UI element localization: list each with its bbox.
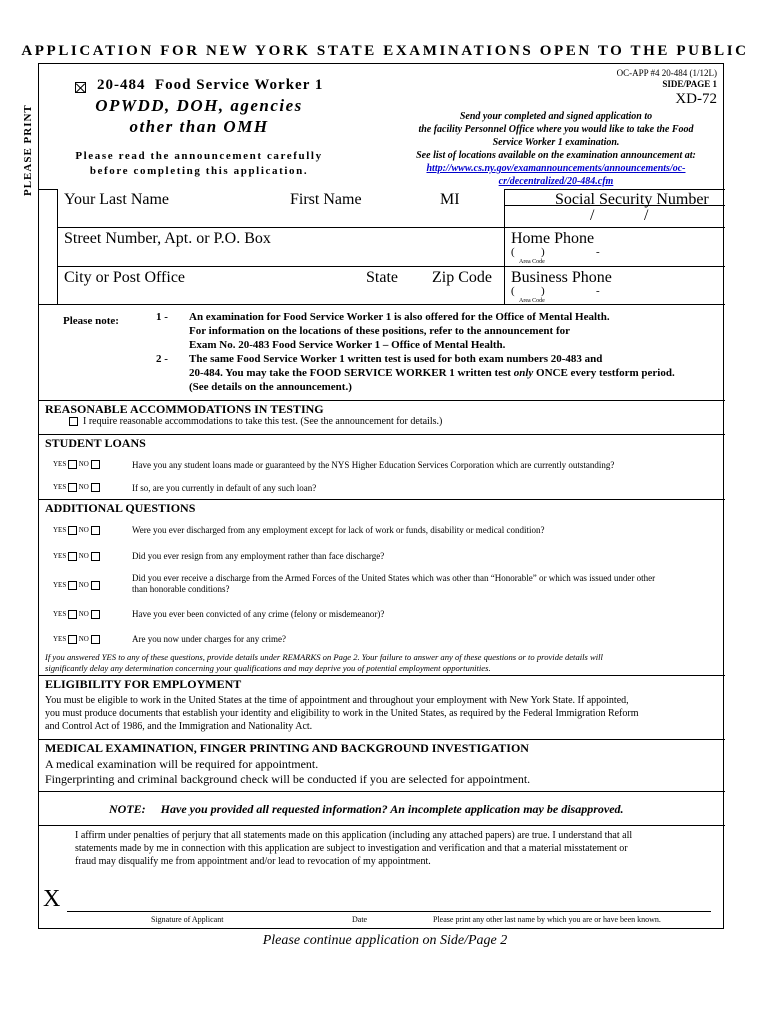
- note-2-line-2: 20-484. You may take the FOOD SERVICE WORKER 1 written test only ONCE every testform period.: [189, 367, 675, 379]
- home-phone-dash: -: [596, 246, 600, 258]
- add-q4-yn: YES NO: [53, 610, 100, 619]
- home-phone-paren-close: ): [541, 246, 545, 258]
- medical-heading: MEDICAL EXAMINATION, FINGER PRINTING AND BACKGROUND INVESTIGATION: [45, 741, 529, 755]
- please-note-label: Please note:: [63, 315, 119, 327]
- add-q1-no[interactable]: [91, 526, 100, 535]
- business-phone-label: Business Phone: [511, 269, 612, 286]
- first-name-label: First Name: [290, 191, 362, 208]
- ssn-sep-2: /: [644, 207, 649, 224]
- loan-q1-no[interactable]: [91, 460, 100, 469]
- student-loans-heading: STUDENT LOANS: [45, 436, 146, 450]
- mi-label: MI: [440, 191, 460, 208]
- exam-title: Food Service Worker 1: [155, 77, 324, 93]
- send-line-1: Send your completed and signed application to: [459, 111, 653, 122]
- home-phone-paren-open: (: [511, 246, 515, 258]
- note-2-line-3: (See details on the announcement.): [189, 381, 352, 393]
- instruction-1: Please read the announcement carefully: [75, 150, 323, 162]
- note-1-number: 1 -: [156, 311, 168, 323]
- add-q3: Did you ever receive a discharge from the Armed Forces of the United States which was other than “Honorable” or which was issued under other than honorable conditions?: [132, 573, 656, 594]
- street-label: Street Number, Apt. or P.O. Box: [64, 230, 271, 247]
- note-text: Have you provided all requested information? An incomplete application may be disapproved.: [160, 802, 624, 816]
- loan-q2-yes[interactable]: [68, 483, 77, 492]
- exam-subtitle-2: other than OMH: [129, 117, 269, 136]
- eligibility-heading: ELIGIBILITY FOR EMPLOYMENT: [45, 677, 242, 691]
- accommodations-checkbox[interactable]: [69, 417, 78, 426]
- form-title: APPLICATION FOR NEW YORK STATE EXAMINATIONS OPEN TO THE PUBLIC: [21, 43, 749, 59]
- zip-label: Zip Code: [432, 269, 492, 286]
- date-label: Date: [352, 915, 368, 924]
- note-2: [189, 352, 723, 394]
- add-q3-yes[interactable]: [68, 581, 77, 590]
- see-list: See list of locations available on the examination announcement at:: [416, 150, 696, 161]
- add-q5-yes[interactable]: [68, 635, 77, 644]
- loan-q2-no[interactable]: [91, 483, 100, 492]
- exam-subtitle-1: OPWDD, DOH, agencies: [95, 96, 303, 115]
- note-1-line-1: An examination for Food Service Worker 1 is also offered for the Office of Mental Health.: [189, 311, 610, 323]
- signature-label: Signature of Applicant: [151, 915, 224, 924]
- affirmation: I affirm under penalties of perjury that all statements made on this application (including any attached papers) are true. I understand that all statements made by me in connection with this application are subject to investigation and verification and that a material misstatement or fraud may disqualify me from appointment and/or lead to revocation of my appointment.: [75, 830, 633, 867]
- add-q4-no[interactable]: [91, 610, 100, 619]
- add-q1-yes[interactable]: [68, 526, 77, 535]
- announcement-link-2[interactable]: cr/decentralized/20-484.cfm: [498, 176, 614, 187]
- note-bar: [109, 802, 624, 817]
- continue-footer: Please continue application on Side/Page 2: [262, 933, 508, 948]
- exam-heading: [97, 77, 323, 94]
- add-q4-yes[interactable]: [68, 610, 77, 619]
- business-phone-dash: -: [596, 285, 600, 297]
- instruction-2: before completing this application.: [89, 165, 309, 177]
- exam-number: 20-484: [97, 77, 146, 93]
- add-q2-yes[interactable]: [68, 552, 77, 561]
- form-code: OC-APP #4 20-484 (1/12L): [616, 68, 717, 78]
- send-line-3: Service Worker 1 examination.: [492, 137, 620, 148]
- home-phone-label: Home Phone: [511, 230, 595, 247]
- note-1: [189, 310, 719, 352]
- please-print-label: PLEASE PRINT: [22, 104, 34, 196]
- loan-q1: Have you any student loans made or guaranteed by the NYS Higher Education Services Corporation which are currently outstanding?: [132, 460, 615, 470]
- additional-heading: ADDITIONAL QUESTIONS: [45, 501, 196, 515]
- form-frame: [38, 63, 724, 929]
- accommodations-row: [69, 416, 442, 427]
- add-q2-yn: YES NO: [53, 552, 100, 561]
- signature-x-mark: X: [43, 886, 61, 912]
- note-2-number: 2 -: [156, 353, 168, 365]
- add-q1: Were you ever discharged from any employment except for lack of work or funds, disability or medical condition?: [132, 525, 545, 535]
- state-label: State: [366, 269, 398, 286]
- signature-field[interactable]: [67, 900, 407, 912]
- additional-footnote: If you answered YES to any of these questions, provide details under REMARKS on Page 2. Your failure to answer any of these questions or to provide details will significantly delay any determination concerning your qualifications and may deprive you of potential employment opportunities.: [45, 652, 603, 673]
- add-q3-no[interactable]: [91, 581, 100, 590]
- business-phone-paren-open: (: [511, 285, 515, 297]
- send-instructions: [389, 110, 723, 188]
- add-q5-yn: YES NO: [53, 635, 100, 644]
- home-area-code: Area Code: [519, 259, 545, 265]
- add-q3-yn: YES NO: [53, 581, 100, 590]
- loan-q1-yes[interactable]: [68, 460, 77, 469]
- ssn-sep-1: /: [590, 207, 595, 224]
- other-name-label: Please print any other last name by which you are or have been known.: [433, 915, 661, 924]
- city-label: City or Post Office: [64, 269, 186, 286]
- add-q1-yn: YES NO: [53, 526, 100, 535]
- add-q5-no[interactable]: [91, 635, 100, 644]
- accommodations-text: I require reasonable accommodations to take this test. (See the announcement for details.): [83, 416, 443, 427]
- add-q2-no[interactable]: [91, 552, 100, 561]
- announcement-link[interactable]: http://www.cs.ny.gov/examannouncements/announcements/oc-: [426, 163, 686, 174]
- last-name-label: Your Last Name: [64, 191, 170, 208]
- exam-checked-checkbox[interactable]: [75, 82, 86, 93]
- business-phone-paren-close: ): [541, 285, 545, 297]
- form-id: XD-72: [675, 91, 717, 107]
- business-area-code: Area Code: [519, 298, 545, 304]
- side-page: SIDE/PAGE 1: [662, 79, 717, 89]
- add-q5: Are you now under charges for any crime?: [132, 634, 287, 644]
- ssn-label: Social Security Number: [555, 191, 709, 208]
- add-q2: Did you ever resign from any employment rather than face discharge?: [132, 551, 385, 561]
- add-q4: Have you ever been convicted of any crime (felony or misdemeanor)?: [132, 609, 385, 619]
- eligibility-text: You must be eligible to work in the United States at the time of appointment and throughout your employment with New York State. If appointed, you must produce documents that establish your identity and eligibility to work in the United States, as required by the Federal Immigration Reform and Control Act of 1986, and the Immigration and Nationality Act.: [45, 695, 639, 732]
- loan-q2: If so, are you currently in default of any such loan?: [132, 483, 317, 493]
- note-1-line-2: For information on the locations of these positions, refer to the announcement for: [189, 325, 570, 337]
- accommodations-heading: REASONABLE ACCOMMODATIONS IN TESTING: [45, 402, 324, 416]
- medical-text: A medical examination will be required for appointment. Fingerprinting and criminal background check will be conducted if you are selected for appointment.: [45, 757, 531, 786]
- send-line-2: the facility Personnel Office where you would like to take the Food: [418, 124, 694, 135]
- loan-q2-yn: YES NO: [53, 483, 100, 492]
- note-label: NOTE:: [109, 802, 146, 816]
- note-1-line-3: Exam No. 20-483 Food Service Worker 1 – Office of Mental Health.: [189, 339, 506, 351]
- note-2-line-1: The same Food Service Worker 1 written test is used for both exam numbers 20-483 and: [189, 353, 603, 365]
- loan-q1-yn: YES NO: [53, 460, 100, 469]
